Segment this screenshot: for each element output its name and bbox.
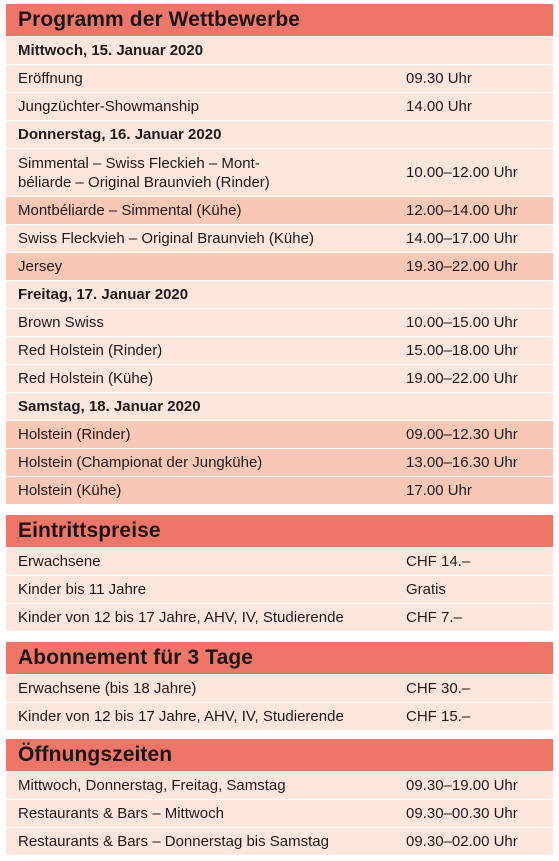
price-value: CHF 14.–: [406, 553, 471, 570]
event-name: Jersey: [18, 258, 63, 275]
price-value: CHF 7.–: [406, 609, 462, 626]
event-time: 14.00 Uhr: [406, 98, 472, 115]
day-header-donnerstag: Donnerstag, 16. Januar 2020: [6, 120, 553, 148]
event-time: 10.00–12.00 Uhr: [406, 164, 518, 181]
table-row: [6, 674, 553, 702]
event-time: 14.00–17.00 Uhr: [406, 230, 518, 247]
event-name-line1: Simmental – Swiss Fleckieh – Mont-: [18, 154, 260, 172]
table-row: [6, 799, 553, 827]
price-label: Kinder von 12 bis 17 Jahre, AHV, IV, Studierende: [18, 708, 344, 725]
event-name-line2: béliarde – Original Braunvieh (Rinder): [18, 173, 270, 191]
day-header-samstag: Samstag, 18. Januar 2020: [6, 392, 553, 420]
programm-section: [6, 4, 553, 504]
abo-section: [6, 642, 553, 730]
event-time: 15.00–18.00 Uhr: [406, 342, 518, 359]
price-label: Kinder von 12 bis 17 Jahre, AHV, IV, Studierende: [18, 609, 344, 626]
table-row: [6, 224, 553, 252]
event-time: 19.00–22.00 Uhr: [406, 370, 518, 387]
price-value: CHF 15.–: [406, 708, 471, 725]
abo-title: Abonnement für 3 Tage: [6, 642, 553, 674]
table-row: [6, 448, 553, 476]
event-time: 10.00–15.00 Uhr: [406, 314, 518, 331]
event-name: Holstein (Championat der Jungkühe): [18, 454, 263, 471]
table-row: [6, 252, 553, 280]
oeffnung-title: Öffnungszeiten: [6, 739, 553, 771]
table-row: [6, 196, 553, 224]
eintritt-section: [6, 515, 553, 631]
table-row: [6, 308, 553, 336]
event-name: Eröffnung: [18, 70, 83, 87]
table-row: [6, 603, 553, 631]
event-time: 19.30–22.00 Uhr: [406, 258, 518, 275]
event-name: Montbéliarde – Simmental (Kühe): [18, 202, 242, 219]
event-name: Holstein (Kühe): [18, 482, 122, 499]
table-row: [6, 364, 553, 392]
hours-value: 09.30–00.30 Uhr: [406, 805, 518, 822]
hours-value: 09.30–02.00 Uhr: [406, 833, 518, 850]
event-name: Red Holstein (Rinder): [18, 342, 163, 359]
event-name: Swiss Fleckvieh – Original Braunvieh (Kühe): [18, 230, 314, 247]
table-row: [6, 702, 553, 730]
event-time: 09.00–12.30 Uhr: [406, 426, 518, 443]
event-time: 12.00–14.00 Uhr: [406, 202, 518, 219]
table-row: [6, 64, 553, 92]
event-name: Brown Swiss: [18, 314, 104, 331]
price-label: Erwachsene (bis 18 Jahre): [18, 680, 197, 697]
hours-label: Restaurants & Bars – Mittwoch: [18, 805, 224, 822]
hours-value: 09.30–19.00 Uhr: [406, 777, 518, 794]
table-row: [6, 476, 553, 504]
price-value: CHF 30.–: [406, 680, 471, 697]
event-name: Holstein (Rinder): [18, 426, 131, 443]
oeffnung-section: [6, 739, 553, 855]
table-row: [6, 575, 553, 603]
event-time: 17.00 Uhr: [406, 482, 472, 499]
table-row: [6, 420, 553, 448]
day-header-mittwoch: Mittwoch, 15. Januar 2020: [6, 36, 553, 64]
hours-label: Mittwoch, Donnerstag, Freitag, Samstag: [18, 777, 286, 794]
table-row: [6, 92, 553, 120]
event-name: Red Holstein (Kühe): [18, 370, 154, 387]
table-row: [6, 148, 553, 196]
price-label: Erwachsene: [18, 553, 101, 570]
hours-label: Restaurants & Bars – Donnerstag bis Samstag: [18, 833, 329, 850]
event-name: [18, 154, 406, 192]
event-time: 13.00–16.30 Uhr: [406, 454, 518, 471]
table-row: [6, 771, 553, 799]
event-name: Jungzüchter-Showmanship: [18, 98, 199, 115]
programm-title: Programm der Wettbewerbe: [6, 4, 553, 36]
day-header-freitag: Freitag, 17. Januar 2020: [6, 280, 553, 308]
table-row: [6, 827, 553, 855]
price-value: Gratis: [406, 581, 447, 598]
table-row: [6, 547, 553, 575]
eintritt-title: Eintrittspreise: [6, 515, 553, 547]
table-row: [6, 336, 553, 364]
event-time: 09.30 Uhr: [406, 70, 472, 87]
price-label: Kinder bis 11 Jahre: [18, 581, 147, 598]
